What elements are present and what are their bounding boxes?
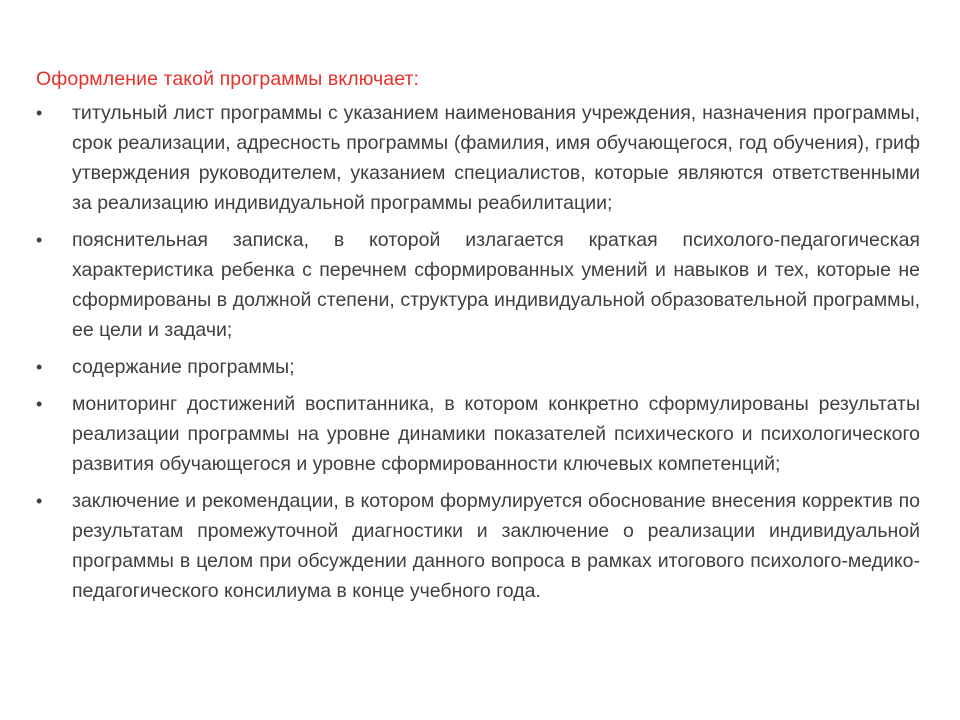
bullet-icon: •: [36, 357, 43, 377]
list-item-text: мониторинг достижений воспитанника, в котором конкретно сформулированы результаты реализации программы на уровне динамики показателей психического и психологического развития обучающегося и уровне сформированности ключевых компетенций;: [72, 393, 920, 475]
list-item-text: заключение и рекомендации, в котором формулируется обоснование внесения корректив по результатам промежуточной диагностики и заключение о реализации индивидуальной программы в целом при обсуждении данного вопроса в рамках итогового психолого-медико-педагогического консилиума в конце учебного года.: [72, 490, 920, 602]
list-item-text: титульный лист программы с указанием наименования учреждения, назначения программы, срок реализации, адресность программы (фамилия, имя обучающегося, год обучения), гриф утверждения руководителем, указанием специалистов, которые являются ответственными за реализацию индивидуальной программы реабилитации;: [72, 102, 920, 214]
list-item: [36, 352, 920, 382]
list-item: [36, 98, 920, 218]
bullet-icon: •: [36, 230, 43, 250]
list-item: [36, 389, 920, 479]
list-item-text: пояснительная записка, в которой излагается краткая психолого-педагогическая характеристика ребенка с перечнем сформированных умений и навыков и тех, которые не сформированы в должной степени, структура индивидуальной образовательной программы, ее цели и задачи;: [72, 229, 920, 341]
list-item: [36, 486, 920, 606]
bullet-icon: •: [36, 394, 43, 414]
list-item: [36, 225, 920, 345]
bullet-icon: •: [36, 491, 43, 511]
bullet-icon: •: [36, 103, 43, 123]
list-item-text: содержание программы;: [72, 356, 295, 378]
bullet-list: [36, 98, 920, 606]
slide-heading: Оформление такой программы включает:: [36, 68, 420, 90]
